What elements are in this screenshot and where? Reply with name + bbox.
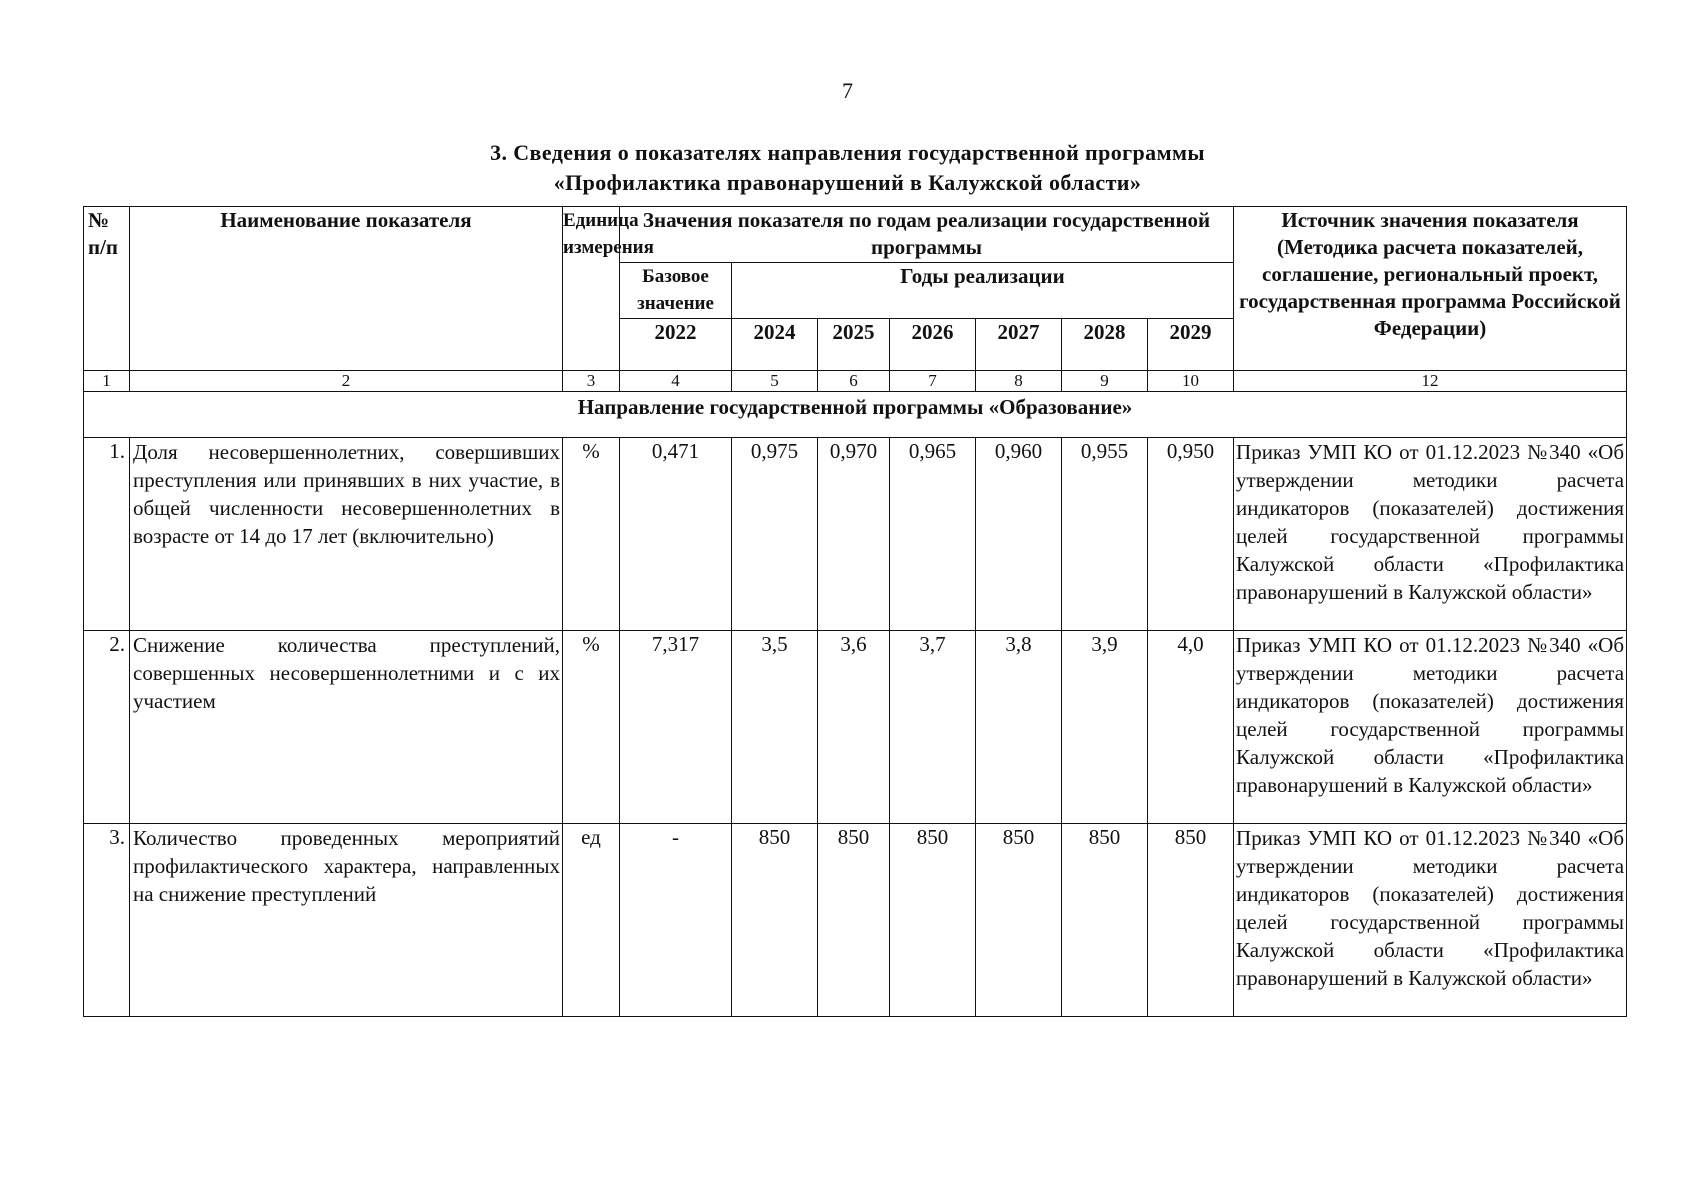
- source: Приказ УМП КО от 01.12.2023 №340 «Об утверждении методики расчета индикаторов (показателей) достижения целей государственной программы Калужской области «Профилактика правонарушений в Калужской области»: [1234, 438, 1627, 631]
- indicators-table: [83, 206, 1627, 1017]
- row-number: 2.: [84, 631, 130, 824]
- unit: %: [563, 631, 620, 824]
- page-number: 7: [842, 78, 853, 103]
- column-number: 5: [732, 371, 818, 392]
- indicator-name: Снижение количества преступлений, совершенных несовершеннолетними и с их участием: [130, 631, 563, 824]
- header-name: Наименование показателя: [130, 207, 563, 371]
- year-value: 0,950: [1148, 438, 1234, 631]
- table-row: [84, 631, 1627, 824]
- year-value: 4,0: [1148, 631, 1234, 824]
- table-row: [84, 438, 1627, 631]
- column-numbers-row: [84, 371, 1627, 392]
- header-year: 2028: [1062, 319, 1148, 371]
- header-source: Источник значения показателя (Методика расчета показателей, соглашение, региональный проект, государственная программа Российской Федерации): [1234, 207, 1627, 371]
- year-value: 850: [1148, 824, 1234, 1017]
- base-value: 7,317: [620, 631, 732, 824]
- header-years-group: Годы реализации: [732, 263, 1234, 319]
- unit: %: [563, 438, 620, 631]
- row-number: 1.: [84, 438, 130, 631]
- year-value: 850: [976, 824, 1062, 1017]
- title-line-2: «Профилактика правонарушений в Калужской области»: [553, 170, 1142, 195]
- year-value: 0,975: [732, 438, 818, 631]
- year-value: 0,955: [1062, 438, 1148, 631]
- section-row: [84, 392, 1627, 438]
- source: Приказ УМП КО от 01.12.2023 №340 «Об утверждении методики расчета индикаторов (показателей) достижения целей государственной программы Калужской области «Профилактика правонарушений в Калужской области»: [1234, 631, 1627, 824]
- year-value: 0,965: [890, 438, 976, 631]
- indicator-name: Количество проведенных мероприятий профилактического характера, направленных на снижение преступлений: [130, 824, 563, 1017]
- unit: ед: [563, 824, 620, 1017]
- header-unit: Единица измерения: [563, 207, 620, 371]
- year-value: 3,5: [732, 631, 818, 824]
- year-value: 0,960: [976, 438, 1062, 631]
- column-number: 10: [1148, 371, 1234, 392]
- source: Приказ УМП КО от 01.12.2023 №340 «Об утверждении методики расчета индикаторов (показателей) достижения целей государственной программы Калужской области «Профилактика правонарушений в Калужской области»: [1234, 824, 1627, 1017]
- year-value: 850: [890, 824, 976, 1017]
- column-number: 2: [130, 371, 563, 392]
- base-value: -: [620, 824, 732, 1017]
- header-year: 2027: [976, 319, 1062, 371]
- column-number: 12: [1234, 371, 1627, 392]
- column-number: 7: [890, 371, 976, 392]
- header-year: 2029: [1148, 319, 1234, 371]
- column-number: 8: [976, 371, 1062, 392]
- table-row: [84, 824, 1627, 1017]
- header-row-1: [84, 207, 1627, 263]
- year-value: 3,8: [976, 631, 1062, 824]
- column-number: 9: [1062, 371, 1148, 392]
- year-value: 850: [732, 824, 818, 1017]
- year-value: 3,7: [890, 631, 976, 824]
- column-number: 6: [818, 371, 890, 392]
- column-number: 1: [84, 371, 130, 392]
- row-number: 3.: [84, 824, 130, 1017]
- header-values-group: Значения показателя по годам реализации государственной программы: [620, 207, 1234, 263]
- header-year: 2024: [732, 319, 818, 371]
- year-value: 3,9: [1062, 631, 1148, 824]
- year-value: 850: [1062, 824, 1148, 1017]
- title-line-1: 3. Сведения о показателях направления государственной программы: [490, 140, 1205, 165]
- document-title: [0, 138, 1695, 198]
- section-title: Направление государственной программы «Образование»: [84, 392, 1627, 438]
- year-value: 0,970: [818, 438, 890, 631]
- base-value: 0,471: [620, 438, 732, 631]
- header-num: № п/п: [84, 207, 130, 371]
- header-year: 2026: [890, 319, 976, 371]
- indicator-name: Доля несовершеннолетних, совершивших преступления или принявших в них участие, в общей численности несовершеннолетних в возрасте от 14 до 17 лет (включительно): [130, 438, 563, 631]
- column-number: 3: [563, 371, 620, 392]
- header-base-year: 2022: [620, 319, 732, 371]
- year-value: 3,6: [818, 631, 890, 824]
- column-number: 4: [620, 371, 732, 392]
- year-value: 850: [818, 824, 890, 1017]
- header-year: 2025: [818, 319, 890, 371]
- header-base: Базовое значение: [620, 263, 732, 319]
